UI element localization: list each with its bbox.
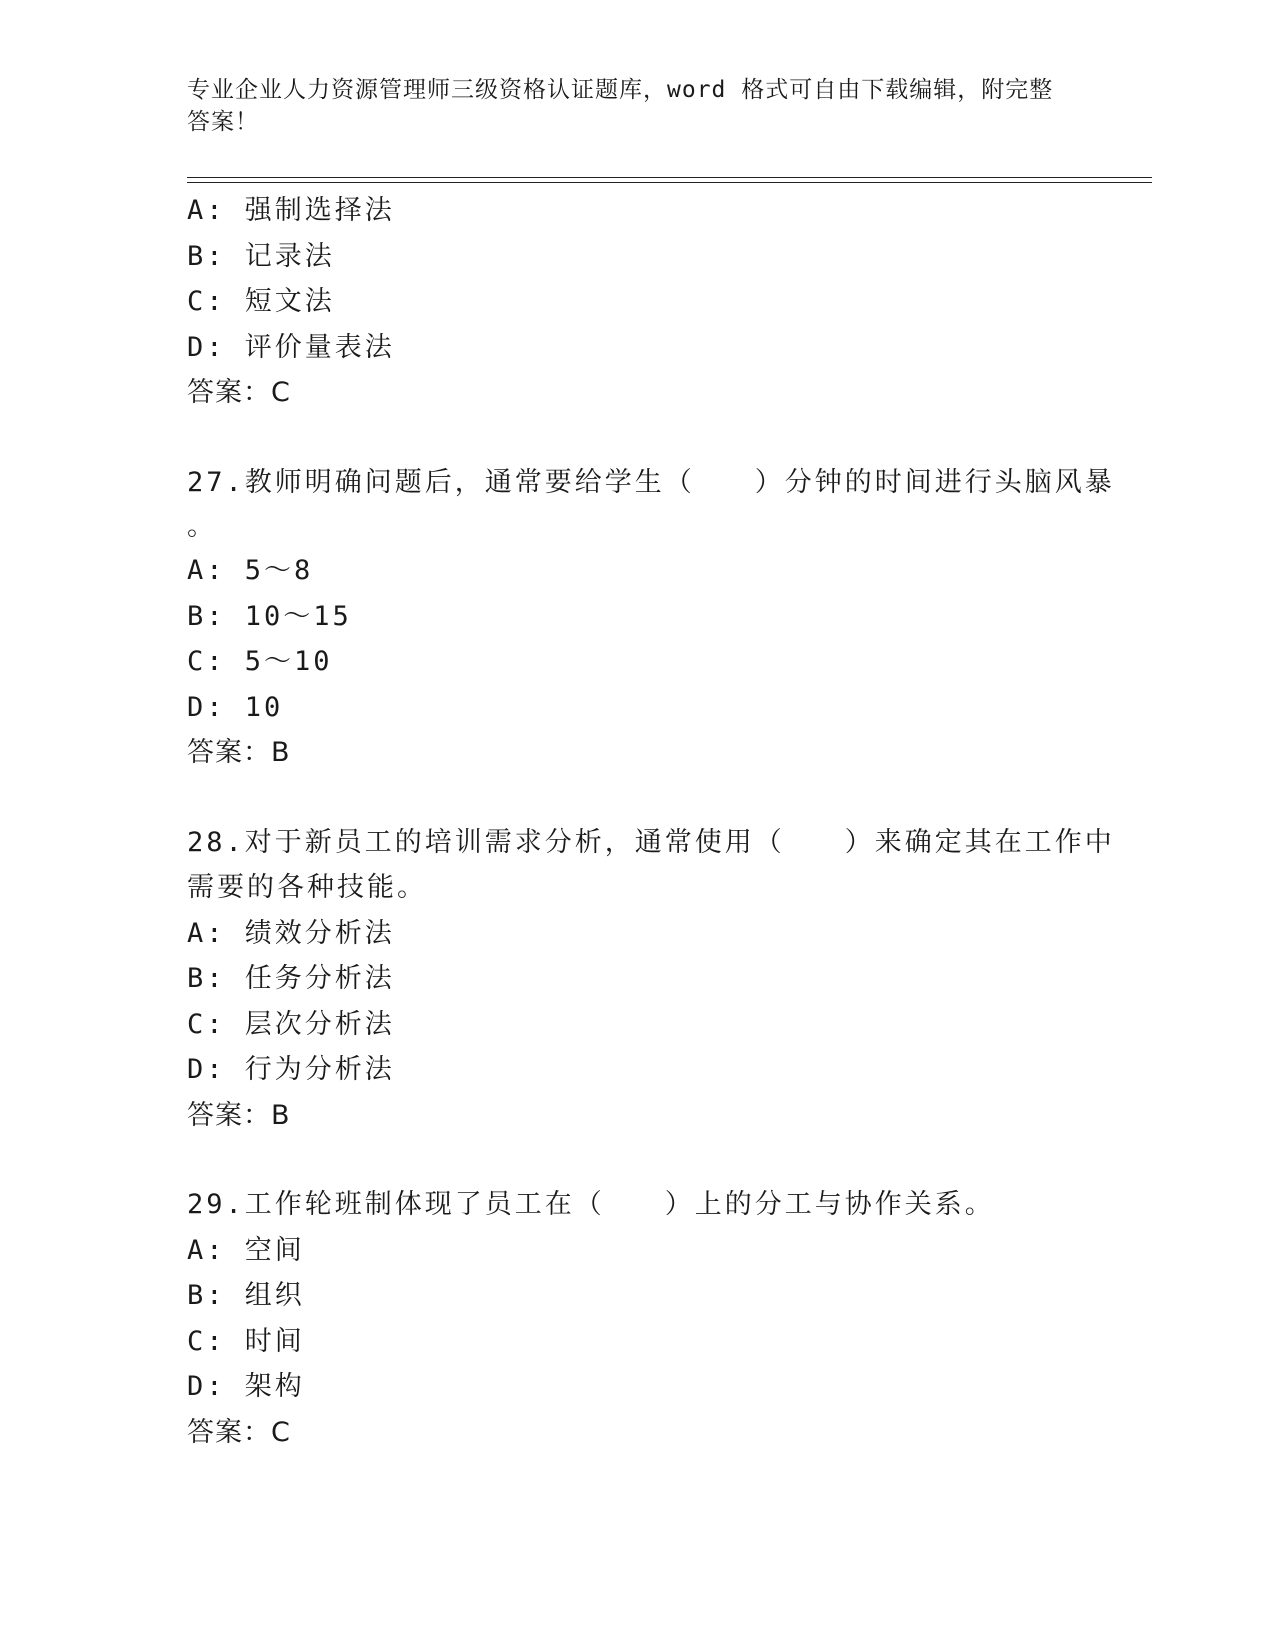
question-29 [187, 1182, 1067, 1455]
question-stem-line-1: 29.工作轮班制体现了员工在（ ）上的分工与协作关系。 [187, 1189, 995, 1220]
option-d: D: 行为分析法 [187, 1054, 395, 1085]
question-stem-line-2: 需要的各种技能。 [187, 872, 427, 903]
header-line-2: 答案！ [187, 109, 259, 135]
header-rule-top [187, 177, 1152, 178]
question-26 [187, 188, 1067, 416]
option-d: D: 评价量表法 [187, 331, 395, 363]
option-b: B: 任务分析法 [187, 963, 395, 994]
answer: 答案：C [187, 1416, 291, 1448]
answer: 答案：B [187, 1099, 291, 1131]
option-c: C: 层次分析法 [187, 1008, 395, 1040]
question-27 [187, 460, 1115, 776]
option-a: A: 空间 [187, 1234, 305, 1266]
answer: 答案：C [187, 377, 291, 408]
header-rule-bottom [187, 182, 1152, 183]
option-b: B: 组织 [187, 1280, 305, 1311]
option-d: D: 10 [187, 691, 284, 723]
question-list [187, 188, 1115, 1455]
option-d: D: 架构 [187, 1371, 305, 1402]
option-b: B: 10～15 [187, 600, 352, 632]
answer: 答案：B [187, 737, 291, 768]
option-c: C: 短文法 [187, 286, 335, 317]
question-stem-line-2: 。 [187, 511, 217, 542]
header-line-1: 专业企业人力资源管理师三级资格认证题库，word 格式可自由下载编辑，附完整 [187, 77, 1054, 103]
option-a: A: 强制选择法 [187, 195, 395, 226]
question-28 [187, 820, 1115, 1139]
option-a: A: 绩效分析法 [187, 917, 395, 949]
option-c: C: 5～10 [187, 646, 333, 677]
option-b: B: 记录法 [187, 240, 335, 272]
document-header [187, 74, 1067, 138]
question-stem-line-1: 27.教师明确问题后，通常要给学生（ ）分钟的时间进行头脑风暴 [187, 466, 1115, 498]
question-stem-line-1: 28.对于新员工的培训需求分析，通常使用（ ）来确定其在工作中 [187, 826, 1115, 858]
option-a: A: 5～8 [187, 555, 314, 586]
option-c: C: 时间 [187, 1325, 305, 1357]
